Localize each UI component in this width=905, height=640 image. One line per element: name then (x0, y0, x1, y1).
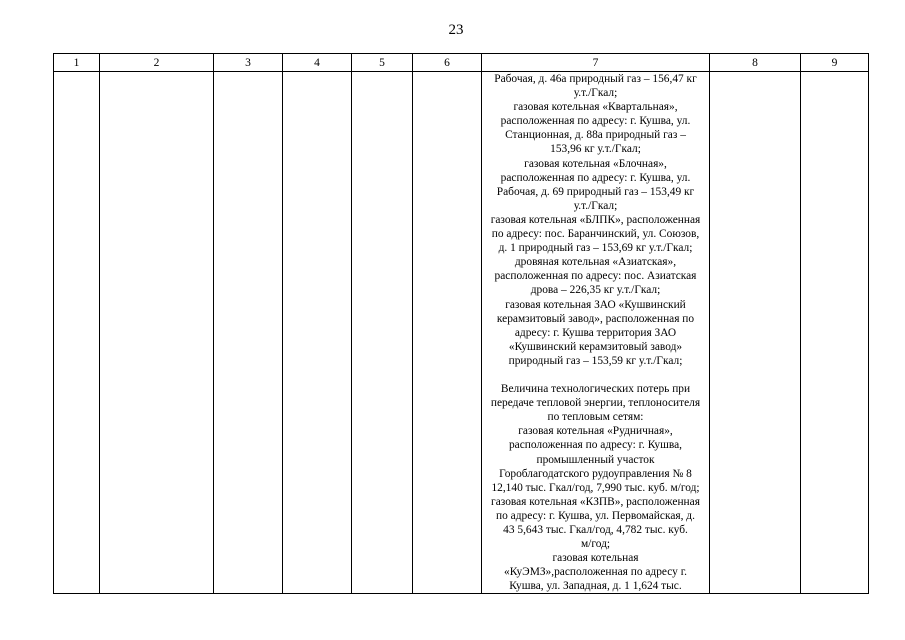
text-line: природный газ – 153,59 кг у.т./Гкал; (508, 354, 683, 367)
text-line: Станционная, д. 88а природный газ – (505, 129, 686, 142)
text-line: дрова – 226,35 кг у.т./Гкал; (530, 284, 661, 297)
text-line: газовая котельная «Рудничная», (518, 425, 673, 438)
column-header-5: 5 (352, 54, 413, 72)
cell-col-3 (214, 72, 283, 594)
text-line: по тепловым сетям: (547, 411, 644, 424)
text-line: расположенная по адресу: г. Кушва, ул. (500, 171, 691, 184)
text-line: м/год; (580, 538, 611, 551)
column-header-8: 8 (710, 54, 801, 72)
text-line: расположенная по адресу: пос. Азиатская (494, 270, 697, 283)
text-line: газовая котельная «КЗПВ», расположенная (491, 495, 700, 508)
text-line: керамзитовый завод», расположенная по (496, 312, 695, 325)
text-line: газовая котельная ЗАО «Кушвинский (505, 298, 686, 311)
column-header-6: 6 (413, 54, 482, 72)
text-line: расположенная по адресу: г. Кушва, ул. (500, 115, 691, 128)
cell-col-8 (710, 72, 801, 594)
column-header-3: 3 (214, 54, 283, 72)
text-line: Рабочая, д. 69 природный газ – 153,49 кг (496, 185, 695, 198)
text-line: д. 1 природный газ – 153,69 кг у.т./Гкал; (498, 242, 693, 255)
header-row (54, 54, 869, 72)
text-line: расположенная по адресу: г. Кушва, (508, 439, 683, 452)
text-line: газовая котельная «Блочная», (524, 157, 667, 170)
cell-col-2 (100, 72, 214, 594)
text-line: у.т./Гкал; (573, 87, 618, 100)
text-line: по адресу: пос. Баранчинский, ул. Союзов, (491, 228, 700, 241)
text-line: газовая котельная «Квартальная», (513, 101, 678, 114)
text-line: 12,140 тыс. Гкал/год, 7,990 тыс. куб. м/год; (491, 481, 700, 494)
cell-col-6 (413, 72, 482, 594)
text-line: Кушва, ул. Западная, д. 1 1,624 тыс. (509, 580, 682, 593)
text-line: газовая котельная «БЛПК», расположенная (490, 213, 701, 226)
text-line: «Кушвинский керамзитовый завод» (508, 340, 683, 353)
text-line: «КуЭМЗ»,расположенная по адресу г. (504, 566, 687, 579)
text-line: газовая котельная (552, 552, 639, 565)
blank-line (482, 368, 709, 382)
column-header-2: 2 (100, 54, 214, 72)
cell-col-7-text (482, 72, 710, 594)
data-table (53, 53, 869, 594)
cell-col-4 (283, 72, 352, 594)
text-line: 43 5,643 тыс. Гкал/год, 4,782 тыс. куб. (503, 524, 688, 536)
text-line: Величина технологических потерь при (500, 383, 691, 396)
text-line: Рабочая, д. 46а природный газ – 156,47 кг (494, 73, 697, 85)
cell-col-5 (352, 72, 413, 594)
text-line: адресу: г. Кушва территория ЗАО (514, 326, 677, 339)
column-header-7: 7 (482, 54, 710, 72)
column-header-1: 1 (54, 54, 100, 72)
cell-col-1 (54, 72, 100, 594)
table-row (54, 72, 869, 594)
text-line: 153,96 кг у.т./Гкал; (550, 143, 641, 156)
text-line: передаче тепловой энергии, теплоносителя (490, 397, 701, 410)
column-header-4: 4 (283, 54, 352, 72)
text-line: по адресу: г. Кушва, ул. Первомайская, д. (496, 509, 695, 522)
text-line: промышленный участок (536, 453, 655, 466)
text-line: дровяная котельная «Азиатская», (514, 256, 677, 269)
text-line: у.т./Гкал; (573, 199, 618, 212)
page-number: 23 (448, 22, 464, 38)
cell-col-9 (801, 72, 869, 594)
text-line: Гороблагодатского рудоуправления № 8 (499, 467, 692, 480)
column-header-9: 9 (801, 54, 869, 72)
